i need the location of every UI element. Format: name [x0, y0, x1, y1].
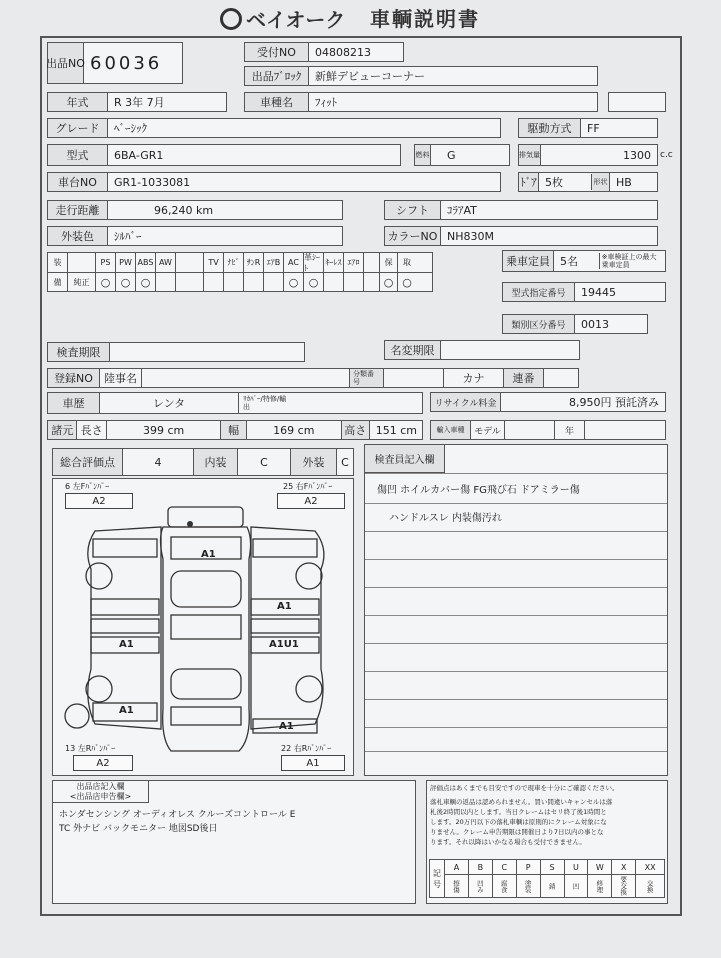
import-label: 輸入車種 — [431, 421, 471, 439]
shift-box — [384, 200, 658, 220]
chassis-box — [47, 172, 501, 192]
damage-mark-left-quarter: A1 — [119, 705, 134, 716]
block-value: 新鮮デビューコーナー — [315, 70, 425, 83]
drive-label: 駆動方式 — [519, 119, 581, 137]
legend-meaning-3: 塗装 — [516, 875, 540, 898]
front-bumper-left-label: 6 左Fﾊﾞﾝﾊﾟｰ — [65, 482, 110, 491]
type-designation-label: 型式指定番号 — [503, 283, 575, 301]
score-value: 4 — [123, 449, 194, 475]
capacity-box — [502, 250, 666, 272]
lot-number-box — [47, 42, 183, 84]
import-model-label: モデル — [471, 421, 505, 439]
equipment-std-label: 純正 — [68, 273, 96, 292]
reception-label: 受付NO — [245, 43, 309, 61]
equipment-extra-label-1: 取 — [403, 258, 411, 267]
inspection-box — [47, 342, 305, 362]
history-value: レンタ — [100, 393, 239, 413]
equipment-mark-12 — [344, 273, 364, 292]
legend-code-8: XX — [636, 860, 665, 875]
body-shape-value: HB — [616, 175, 632, 189]
notice-line-4: します。20万円以下の落札車輌は原則的にクレーム対象にな — [430, 818, 607, 826]
legend-meaning-8: 交換 — [636, 875, 665, 898]
equipment-mark-0: ○ — [96, 273, 116, 292]
category-box — [502, 314, 648, 334]
model-box — [47, 144, 401, 166]
car-name-value: ﾌｨｯﾄ — [315, 96, 337, 109]
remarks-sub-label: <出品店申告欄> — [69, 792, 132, 801]
recycle-box — [430, 392, 666, 412]
registration-class-label: 分類番号 — [350, 369, 384, 387]
score-exterior: C — [341, 455, 349, 469]
front-bumper-left-mark: A2 — [65, 493, 133, 509]
dims-width: 169 cm — [247, 421, 342, 439]
notice-line-3: 札後2時間以内とします。当日クレームはセリ終了後1時間と — [430, 808, 607, 816]
displacement-unit: c.c — [660, 150, 673, 160]
inspector-note-line-1: 傷凹 ホイルカバー傷 FG飛び石 ドアミラー傷 — [377, 485, 580, 496]
history-sub-label: ﾘｶﾊﾞｰ/特修/輸出 — [243, 395, 287, 411]
equipment-item-10: 革ｼｰﾄ — [304, 253, 324, 272]
doors-label: ﾄﾞｱ — [519, 173, 539, 191]
import-year-label: 年 — [555, 421, 585, 439]
notice-line-6: ります。それ以降はいかなる場合も受付できません。 — [430, 838, 586, 846]
dims-label: 諸元 — [48, 421, 77, 439]
registration-box — [47, 368, 579, 388]
drive-value: FF — [587, 121, 600, 135]
logo-text: ベイオーク — [246, 8, 346, 32]
legend-meaning-7: 要交換 — [612, 875, 636, 898]
car-name-label: 車種名 — [245, 93, 309, 111]
damage-mark-right-rear-door: A1U1 — [269, 639, 299, 650]
legend-meaning-2: 腐食 — [492, 875, 516, 898]
legend-code-7: X — [612, 860, 636, 875]
capacity-value: 5名 — [554, 253, 600, 269]
equipment-mark-4 — [176, 273, 204, 292]
equipment-extra-mark-1: ○ — [402, 276, 412, 289]
registration-serial-label: 連番 — [504, 369, 544, 387]
score-label: 総合評価点 — [53, 449, 123, 475]
doors-value: 5枚 — [539, 174, 592, 190]
legend-code-3: P — [516, 860, 540, 875]
front-bumper-right-label: 25 右Fﾊﾞﾝﾊﾟｰ — [283, 482, 333, 491]
chassis-value: GR1-1033081 — [114, 175, 191, 189]
displacement-label: 排気量 — [519, 145, 541, 165]
equipment-extra-label-0: 保 — [380, 253, 398, 272]
dims-height: 151 cm — [375, 423, 418, 437]
header — [0, 0, 721, 36]
equipment-row-label: 備 — [48, 273, 68, 292]
recycle-value: 8,950円 預託済み — [569, 396, 659, 409]
lot-number-value: 60036 — [90, 52, 163, 74]
equipment-mark-1: ○ — [116, 273, 136, 292]
damage-mark-roof: A1 — [201, 549, 216, 560]
legend-code-1: B — [468, 860, 492, 875]
ext-color-label: 外装色 — [48, 227, 108, 245]
inspector-label: 検査員記入欄 — [365, 445, 445, 473]
dims-height-label: 高さ — [342, 421, 370, 439]
registration-label: 登録NO — [48, 369, 100, 387]
rear-bumper-left-mark: A2 — [73, 755, 133, 771]
equipment-item-4 — [176, 253, 204, 272]
shift-value: ｺﾗｱAT — [447, 204, 477, 217]
equipment-spacer — [68, 253, 96, 272]
drive-box — [518, 118, 658, 138]
color-no-label: カラーNO — [385, 227, 441, 245]
fuel-box — [414, 144, 510, 166]
equipment-mark-5 — [204, 273, 224, 292]
equipment-item-5: TV — [204, 253, 224, 272]
category-label: 類別区分番号 — [503, 315, 575, 333]
equipment-item-0: PS — [96, 253, 116, 272]
name-change-box — [384, 340, 580, 360]
car-outline-svg — [53, 479, 353, 775]
inspector-note-line-2: ハンドルスレ 内装傷汚れ — [389, 513, 502, 524]
equipment-grid — [47, 252, 433, 292]
history-box — [47, 392, 423, 414]
grade-box — [47, 118, 501, 138]
symbol-legend — [429, 859, 665, 898]
chassis-label: 車台NO — [48, 173, 108, 191]
document-title: 車輌説明書 — [370, 7, 480, 31]
history-label: 車歴 — [48, 393, 100, 413]
registration-office: 陸事名 — [100, 369, 142, 387]
equipment-mark-10: ○ — [304, 273, 324, 292]
color-no-box — [384, 226, 658, 246]
legend-meaning-1: 凹み — [468, 875, 492, 898]
fuel-value: G — [447, 148, 456, 162]
mileage-box — [47, 200, 343, 220]
legend-meaning-6: 修理 — [588, 875, 612, 898]
score-interior: C — [238, 449, 291, 475]
equipment-mark-6 — [224, 273, 244, 292]
year-label: 年式 — [48, 93, 108, 111]
equipment-item-1: PW — [116, 253, 136, 272]
doors-box — [518, 172, 658, 192]
displacement-value: 1300 — [623, 148, 651, 162]
damage-mark-right-quarter: A1 — [279, 721, 294, 732]
import-box — [430, 420, 666, 440]
rear-bumper-right-mark: A1 — [281, 755, 345, 771]
equipment-mark-11 — [324, 273, 344, 292]
equipment-item-12: ｴｱﾛ — [344, 253, 364, 272]
legend-meaning-0: 擦傷 — [445, 875, 469, 898]
legend-meaning-4: 錆 — [540, 875, 564, 898]
blank-box — [608, 92, 666, 112]
reception-value: 04808213 — [315, 45, 371, 59]
notice-line-5: りません。クレーム申告期限は開催日より7日以内の事とな — [430, 828, 604, 836]
equipment-item-3: AW — [156, 253, 176, 272]
legend-code-5: U — [564, 860, 588, 875]
legend-code-0: A — [445, 860, 469, 875]
inspection-label: 検査期限 — [48, 343, 110, 361]
equipment-mark-2: ○ — [136, 273, 156, 292]
year-box — [47, 92, 227, 112]
brand-logo — [220, 4, 345, 33]
type-designation-value: 19445 — [581, 285, 616, 299]
model-label: 型式 — [48, 145, 108, 165]
dims-length-label: 長さ — [77, 421, 106, 439]
equipment-item-9: AC — [284, 253, 304, 272]
block-label: 出品ﾌﾞﾛｯｸ — [245, 67, 309, 85]
lot-number-label: 出品NO — [48, 43, 84, 83]
notice-box — [426, 780, 668, 904]
capacity-label: 乗車定員 — [503, 251, 554, 271]
year-value: R 3年 7月 — [114, 96, 165, 109]
equipment-item-7: ｻﾝR — [244, 253, 264, 272]
mileage-label: 走行距離 — [48, 201, 108, 219]
equipment-extra-mark-0: ○ — [380, 273, 398, 292]
remarks-line-2: TC 外ナビ バックモニター 地図SD後日 — [59, 824, 218, 834]
body-shape-label: 形状 — [592, 173, 610, 191]
legend-code-6: W — [588, 860, 612, 875]
score-box — [52, 448, 354, 476]
name-change-label: 名変期限 — [385, 341, 441, 359]
rear-bumper-left-label: 13 左Rﾊﾞﾝﾊﾟｰ — [65, 744, 116, 753]
shift-label: シフト — [385, 201, 441, 219]
equipment-item-8: ｴｱB — [264, 253, 284, 272]
dims-width-label: 幅 — [221, 421, 247, 439]
equipment-mark-3 — [156, 273, 176, 292]
legend-meaning-5: 凹 — [564, 875, 588, 898]
ext-color-box — [47, 226, 343, 246]
damage-mark-right-front-door: A1 — [277, 601, 292, 612]
equipment-item-2: ABS — [136, 253, 156, 272]
remarks-line-1: ホンダセンシング オーディオレス クルーズコントロール E — [59, 810, 296, 820]
recycle-label: リサイクル料金 — [431, 393, 501, 411]
ext-color-value: ｼﾙﾊﾞｰ — [114, 230, 142, 243]
model-value: 6BA-GR1 — [114, 148, 164, 162]
equipment-mark-8 — [264, 273, 284, 292]
equipment-item-11: ｷｰﾚｽ — [324, 253, 344, 272]
displacement-box — [518, 144, 658, 166]
reception-box — [244, 42, 404, 62]
inspector-notes — [364, 444, 668, 776]
grade-label: グレード — [48, 119, 108, 137]
color-no-value: NH830M — [447, 229, 494, 243]
logo-icon — [220, 8, 242, 30]
notice-line-2: 落札車輌の返品は認められません。買い間違いキャンセルは落 — [430, 798, 613, 806]
score-exterior-label: 外装 — [291, 449, 337, 475]
mileage-value: 96,240 km — [154, 203, 214, 217]
damage-diagram — [52, 478, 354, 776]
score-interior-label: 内装 — [194, 449, 238, 475]
equipment-header-label: 装 — [48, 253, 68, 272]
front-bumper-right-mark: A2 — [277, 493, 345, 509]
equipment-item-6: ﾅﾋﾞ — [224, 253, 244, 272]
dims-box — [47, 420, 423, 440]
grade-value: ﾍﾞｰｼｯｸ — [114, 122, 147, 135]
block-box — [244, 66, 598, 86]
legend-code-4: S — [540, 860, 564, 875]
category-value: 0013 — [581, 317, 609, 331]
registration-kana-label: カナ — [444, 369, 504, 387]
equipment-mark-7 — [244, 273, 264, 292]
equipment-mark-9: ○ — [284, 273, 304, 292]
car-name-box — [244, 92, 598, 112]
fuel-label: 燃料 — [415, 145, 431, 165]
rear-bumper-right-label: 22 右Rﾊﾞﾝﾊﾟｰ — [281, 744, 332, 753]
remarks-label: 出品店記入欄 — [76, 782, 125, 791]
damage-mark-left-rear-door: A1 — [119, 639, 134, 650]
capacity-note: ※車検証上の最大乗車定員 — [601, 253, 657, 269]
legend-row-label: 記号 — [430, 860, 445, 898]
dims-length: 399 cm — [107, 421, 221, 439]
notice-line-1: 評価点はあくまでも目安ですので現車を十分にご確認ください。 — [430, 784, 619, 792]
seller-remarks — [52, 780, 416, 904]
legend-code-2: C — [492, 860, 516, 875]
type-designation-box — [502, 282, 666, 302]
